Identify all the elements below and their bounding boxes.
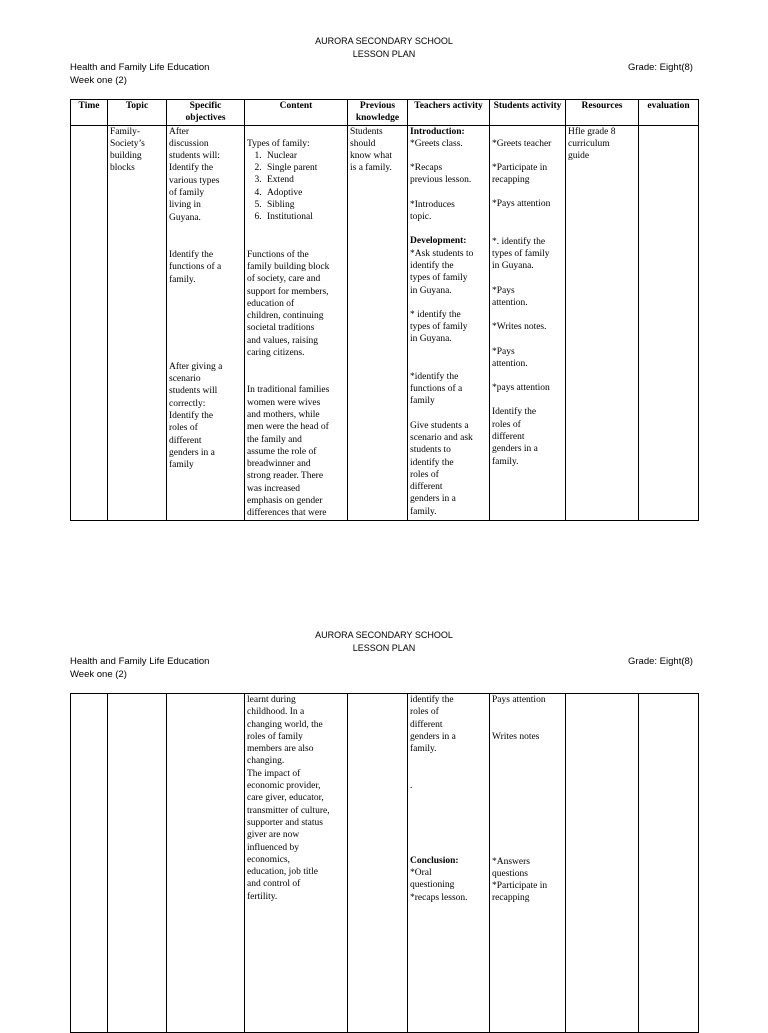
teacher-dev-functions: *identify the functions of a family <box>410 371 463 407</box>
family-type-item: 6. Institutional <box>264 211 345 223</box>
students-activity-cell <box>490 694 566 1033</box>
time-cell <box>71 125 108 520</box>
objective-3: After giving a scenario students will correctly: Identify the roles of different genders in a family <box>169 361 223 471</box>
resources-cell <box>566 694 639 1033</box>
objective-1: After discussion students will: Identify the various types of family living in Guyana. <box>169 126 220 223</box>
body-row <box>71 125 699 520</box>
topic-cell <box>108 694 167 1033</box>
week-label: Week one (2) <box>70 75 127 86</box>
teachers-activity-cell <box>408 125 490 520</box>
student-attention-4: *pays attention <box>492 383 550 394</box>
lesson-plan-table-continued <box>70 693 699 1033</box>
family-type-item: 4. Adoptive <box>264 187 345 199</box>
evaluation-cell <box>639 694 699 1033</box>
content-continued-text: learnt during childhood. In a changing world, the roles of family members are also changing. The impact of economic provider, care giver, educator, transmitter of culture, supporter and status giver are now influenced by economics, education, job title and control of fertility. <box>247 695 330 902</box>
objective-2: Identify the functions of a family. <box>169 249 222 285</box>
gender-roles-text: In traditional families women were wives and mothers, while men were the head of the family and assume the role of breadwinner and strong reader. There was increased emphasis on gender differences that were <box>247 385 330 519</box>
development-heading: Development: <box>410 236 467 247</box>
teacher-dev-ask: *Ask students to identify the types of family in Guyana. <box>410 248 474 296</box>
body-row <box>71 694 699 1033</box>
family-functions-text: Functions of the family building block of society, care and support for members, education of children, continuing societal traditions and values, raising caring citizens. <box>247 249 330 359</box>
student-conclusion: *Answers questions *Participate in recapping <box>492 856 548 904</box>
family-types-list <box>247 150 345 224</box>
student-pays-attention: Pays attention <box>492 695 546 705</box>
introduction-heading: Introduction: <box>410 126 465 137</box>
student-attention: *Pays attention <box>492 199 551 210</box>
week-label: Week one (2) <box>70 669 127 680</box>
content-cell <box>245 694 348 1033</box>
family-types-label: Types of family: <box>247 138 310 149</box>
student-identify-types: *. identify the types of family in Guyana. <box>492 236 550 272</box>
student-attention-2: *Pays attention. <box>492 285 528 308</box>
content-cell <box>245 125 348 520</box>
col-header-evaluation: evaluation <box>639 100 699 126</box>
previous-knowledge-cell <box>348 125 408 520</box>
family-type-item: 1. Nuclear <box>264 150 345 162</box>
header-row <box>71 100 699 126</box>
col-header-objectives: Specific objectives <box>167 100 245 126</box>
school-name: AURORA SECONDARY SCHOOL <box>315 630 453 640</box>
resources-cell <box>566 125 639 520</box>
evaluation-cell <box>639 125 699 520</box>
student-greets: *Greets teacher <box>492 138 552 149</box>
teacher-identify-roles: identify the roles of different genders in a family. <box>410 695 456 755</box>
col-header-content: Content <box>245 100 348 126</box>
grade-label: Grade: Eight(8) <box>628 656 693 667</box>
conclusion-heading: Conclusion: <box>410 855 459 866</box>
family-type-item: 2. Single parent <box>264 162 345 174</box>
resources-text: Hfle grade 8 curriculum guide <box>568 126 616 162</box>
time-cell <box>71 694 108 1033</box>
teacher-intro-topic: *Introduces topic. <box>410 199 455 223</box>
lesson-plan-table <box>70 99 699 521</box>
col-header-teachers-activity: Teachers activity <box>408 100 490 126</box>
objectives-cell <box>167 125 245 520</box>
previous-knowledge-cell <box>348 694 408 1033</box>
teacher-dev-identify-types: * identify the types of family in Guyana. <box>410 309 468 345</box>
teacher-intro-greet: *Greets class. <box>410 138 463 149</box>
subject-title: Health and Family Life Education <box>70 656 210 667</box>
school-name: AURORA SECONDARY SCHOOL <box>315 36 453 46</box>
col-header-resources: Resources <box>566 100 639 126</box>
students-activity-cell <box>490 125 566 520</box>
grade-label: Grade: Eight(8) <box>628 62 693 73</box>
col-header-students-activity: Students activity <box>490 100 566 126</box>
subject-title: Health and Family Life Education <box>70 62 210 73</box>
student-writes-notes: *Writes notes. <box>492 322 547 333</box>
topic-text: Family- Society’s building blocks <box>110 126 145 174</box>
topic-cell <box>108 125 167 520</box>
family-type-item: 5. Sibling <box>264 199 345 211</box>
student-attention-3: *Pays attention. <box>492 346 528 369</box>
objectives-cell <box>167 694 245 1033</box>
col-header-topic: Topic <box>108 100 167 126</box>
family-type-item: 3. Extend <box>264 174 345 186</box>
student-recap: *Participate in recapping <box>492 162 548 186</box>
student-writes-notes: Writes notes <box>492 732 540 743</box>
document-type: LESSON PLAN <box>352 49 416 59</box>
teacher-dev-scenario: Give students a scenario and ask students to identify the roles of different genders in a family. <box>410 420 473 517</box>
teachers-activity-cell <box>408 694 490 1033</box>
teacher-dot: . <box>410 781 413 792</box>
col-header-previous-knowledge: Previous knowledge <box>348 100 408 126</box>
col-header-time: Time <box>71 100 108 126</box>
teacher-conclusion: *Oral questioning *recaps lesson. <box>410 868 468 903</box>
student-identify-roles: Identify the roles of different genders in a family. <box>492 407 538 467</box>
document-type: LESSON PLAN <box>352 643 416 653</box>
teacher-intro-recap: *Recaps previous lesson. <box>410 163 472 186</box>
previous-knowledge-text: Students should know what is a family. <box>350 126 392 174</box>
